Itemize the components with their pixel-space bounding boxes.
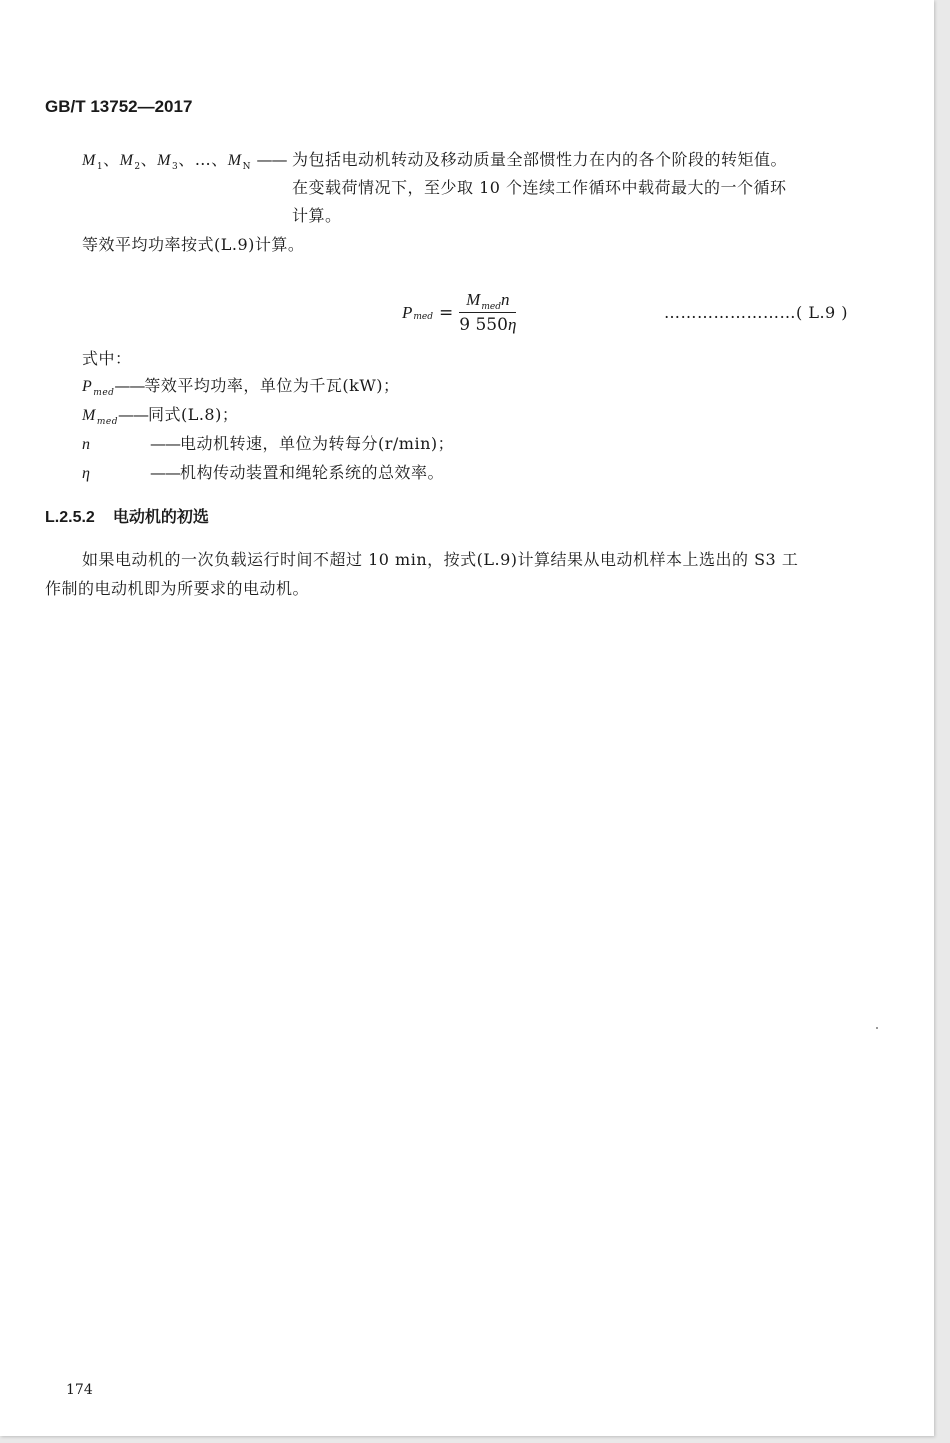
formula-intro: 等效平均功率按式(L.9)计算。 xyxy=(82,235,305,254)
definition-sub: med xyxy=(93,388,115,398)
section-title: 电动机的初选 xyxy=(112,509,209,526)
equals-sign: = xyxy=(439,302,454,323)
definition-text: 同式(L.8)； xyxy=(147,405,239,424)
em-dash: —— xyxy=(256,150,287,169)
ellipsis: 、…、 xyxy=(178,150,228,169)
definition-symbol: n xyxy=(82,436,91,453)
em-dash: —— xyxy=(117,405,148,424)
definition-sub: med xyxy=(96,417,118,427)
definition-text: 机构传动装置和绳轮系统的总效率。 xyxy=(180,463,445,482)
section-number: L.2.5.2 xyxy=(45,509,95,526)
denominator-number: 9 550 xyxy=(459,315,508,335)
numerator-sub: med xyxy=(481,302,501,312)
document-header: GB/T 13752—2017 xyxy=(45,97,193,116)
symbol-m2-sub: 2 xyxy=(134,162,141,172)
separator: 、 xyxy=(140,150,158,169)
separator: 、 xyxy=(103,150,120,169)
formula-lhs-sub: med xyxy=(413,311,434,322)
definition-row xyxy=(82,459,444,488)
symbol-m1: M xyxy=(82,152,96,169)
paragraph-line-1: 如果电动机的一次负载运行时间不超过 10 min，按式(L.9)计算结果从电动机样本上选出的 S3 工 xyxy=(82,550,799,569)
em-dash: —— xyxy=(150,463,180,482)
formula-lhs: P xyxy=(402,302,413,322)
definition-row xyxy=(82,430,454,459)
definition-symbol: M xyxy=(82,407,96,424)
definition-symbol: η xyxy=(82,465,91,482)
em-dash: —— xyxy=(114,376,145,395)
numerator-symbol: M xyxy=(466,290,481,309)
symbol-m3-sub: 3 xyxy=(171,162,179,172)
symbol-m3: M xyxy=(157,152,171,169)
numerator-n: n xyxy=(500,290,510,309)
where-label: 式中： xyxy=(82,349,132,368)
symbol-mn: M xyxy=(227,152,242,169)
definition-row xyxy=(82,401,238,432)
symbol-m1-sub: 1 xyxy=(96,162,104,172)
denominator-eta: η xyxy=(507,315,517,334)
equation-number: ……………………( L.9 ) xyxy=(664,303,849,322)
torque-symbols xyxy=(82,146,287,177)
paragraph-line-2: 作制的电动机即为所要求的电动机。 xyxy=(45,579,310,598)
section-heading xyxy=(45,504,209,527)
torque-definition-line-3: 计算。 xyxy=(292,206,342,225)
definition-text: 电动机转速，单位为转每分(r/min)； xyxy=(180,434,455,453)
fraction xyxy=(459,290,516,335)
symbol-m2: M xyxy=(119,152,134,169)
definition-text: 等效平均功率，单位为千瓦(kW)； xyxy=(144,376,400,395)
page-number: 174 xyxy=(66,1382,93,1398)
definition-symbol: P xyxy=(82,378,93,395)
torque-definition-line-2: 在变载荷情况下，至少取 10 个连续工作循环中载荷最大的一个循环 xyxy=(292,178,787,197)
definition-row xyxy=(82,372,400,403)
scan-speck xyxy=(876,1027,878,1029)
formula-l9 xyxy=(402,290,516,335)
torque-definition-line-1: 为包括电动机转动及移动质量全部惯性力在内的各个阶段的转矩值。 xyxy=(292,150,788,169)
fraction-denominator xyxy=(459,313,516,335)
symbol-mn-sub: N xyxy=(242,162,251,172)
fraction-numerator xyxy=(462,290,513,312)
em-dash: —— xyxy=(150,434,180,453)
